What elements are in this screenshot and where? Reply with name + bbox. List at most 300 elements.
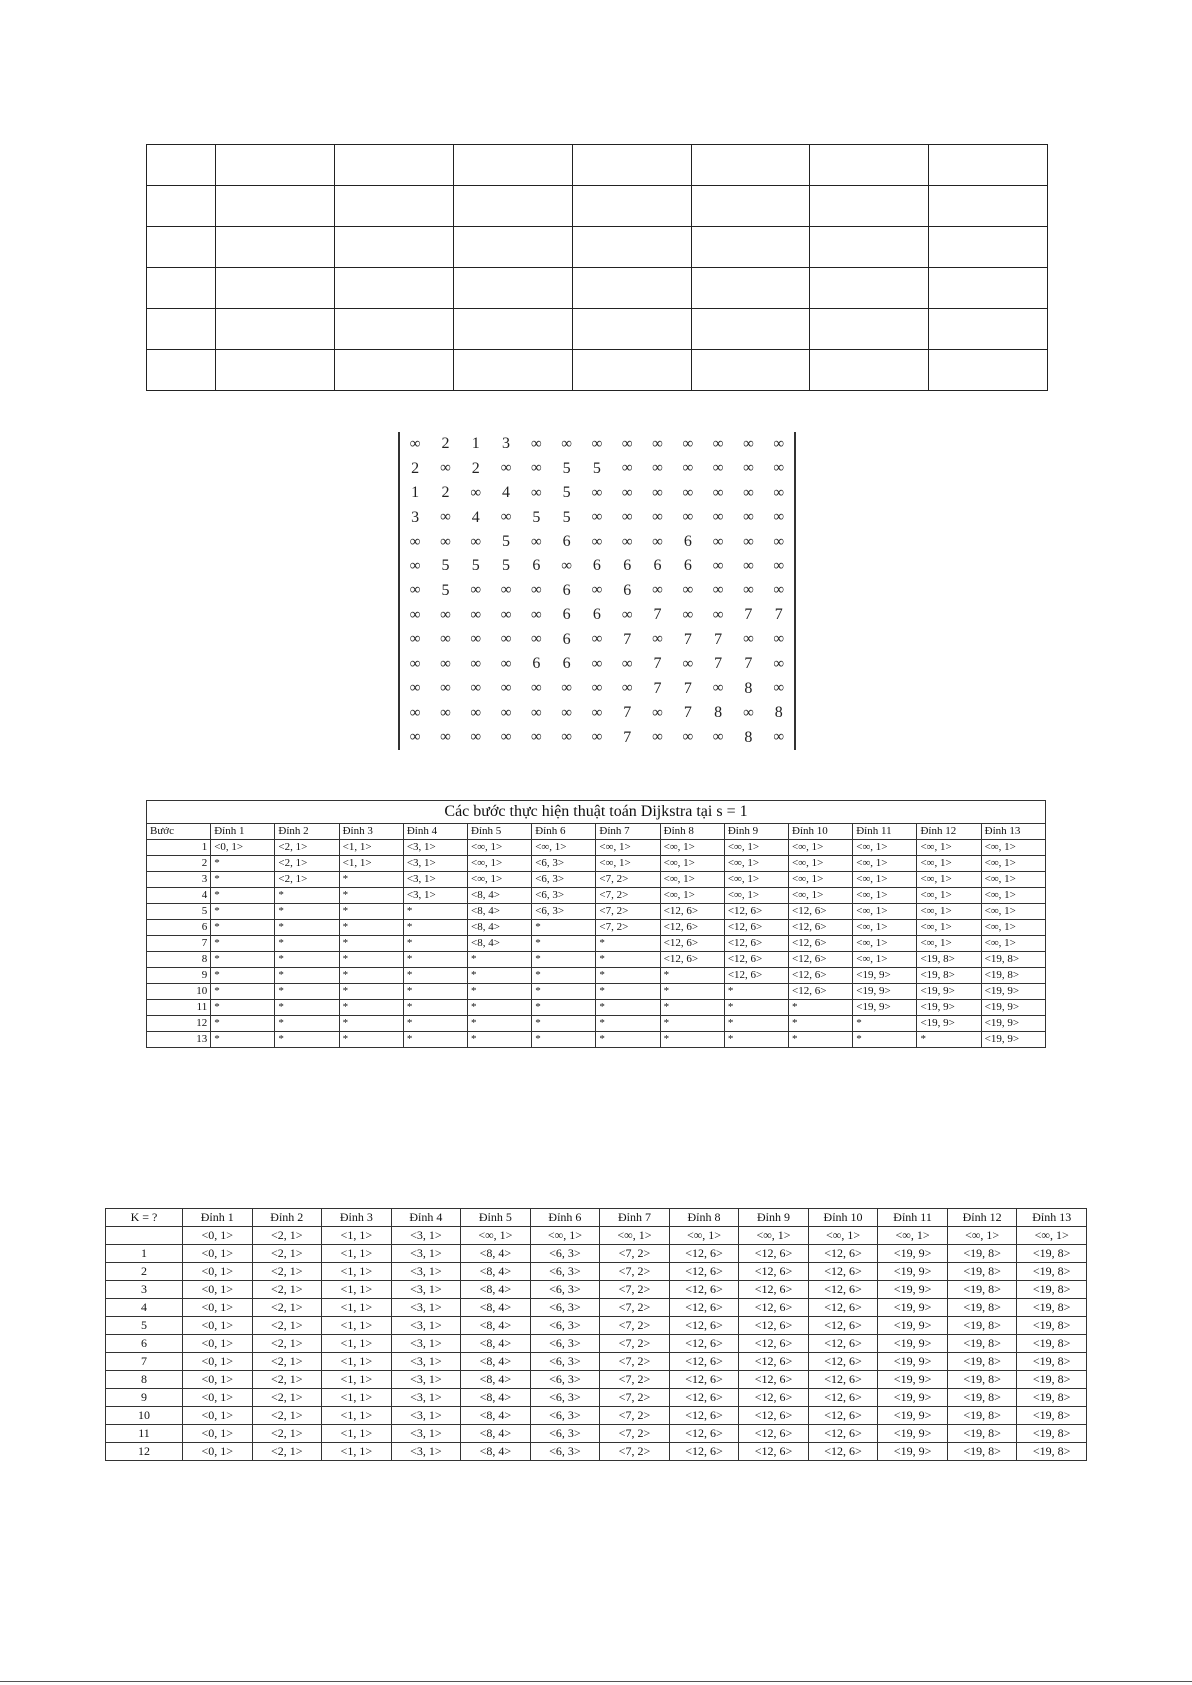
dijkstra-cell: <3, 1> [403, 856, 467, 872]
dijkstra-cell: <∞, 1> [724, 888, 788, 904]
matrix-cell: ∞ [500, 655, 512, 672]
bellman-cell: <19, 8> [1017, 1335, 1087, 1353]
dijkstra-cell: * [403, 984, 467, 1000]
matrix-cell: ∞ [621, 655, 633, 672]
bellman-header-cell: Đỉnh 10 [808, 1209, 878, 1227]
bellman-cell: <7, 2> [600, 1371, 670, 1389]
dijkstra-cell: * [211, 936, 275, 952]
bellman-cell: <2, 1> [252, 1407, 322, 1425]
empty-grid-table [146, 144, 1048, 391]
dijkstra-cell: <19, 9> [917, 1016, 981, 1032]
matrix-cell: ∞ [743, 582, 754, 599]
dijkstra-cell: <∞, 1> [789, 840, 853, 856]
dijkstra-cell: <12, 6> [660, 936, 724, 952]
bellman-k-value: 2 [106, 1263, 183, 1281]
dijkstra-cell: <19, 9> [981, 1000, 1045, 1016]
bellman-cell: <8, 4> [461, 1371, 531, 1389]
bellman-cell: <19, 8> [1017, 1299, 1087, 1317]
matrix-cell: 6 [562, 655, 571, 673]
dijkstra-cell: <∞, 1> [596, 856, 660, 872]
dijkstra-cell: <12, 6> [789, 936, 853, 952]
bellman-cell: <1, 1> [322, 1245, 392, 1263]
dijkstra-cell: <∞, 1> [660, 840, 724, 856]
dijkstra-cell: <∞, 1> [660, 888, 724, 904]
dijkstra-row [147, 936, 1046, 952]
matrix-row [400, 579, 794, 603]
matrix-cell: ∞ [712, 606, 724, 623]
empty-grid-cell [335, 309, 454, 350]
bellman-cell: <12, 6> [808, 1353, 878, 1371]
bellman-cell: <19, 9> [878, 1371, 948, 1389]
bellman-cell: <7, 2> [600, 1443, 670, 1461]
matrix-cell: ∞ [409, 631, 421, 648]
dijkstra-header-cell: Đỉnh 3 [339, 824, 403, 840]
dijkstra-cell: * [532, 968, 596, 984]
matrix-row [400, 652, 794, 676]
matrix-cell: 2 [411, 459, 420, 477]
bellman-header-cell: Đỉnh 13 [1017, 1209, 1087, 1227]
matrix-cell: 8 [744, 679, 753, 697]
bellman-cell: <12, 6> [739, 1407, 809, 1425]
dijkstra-cell: <19, 9> [853, 1000, 917, 1016]
empty-grid-cell [453, 227, 572, 268]
dijkstra-steps-table [146, 800, 1046, 1048]
empty-grid-cell [810, 350, 929, 391]
dijkstra-header-cell: Đỉnh 4 [403, 824, 467, 840]
dijkstra-cell: <∞, 1> [917, 856, 981, 872]
bellman-cell: <2, 1> [252, 1389, 322, 1407]
dijkstra-cell: * [275, 968, 339, 984]
dijkstra-step-number: 3 [147, 872, 211, 888]
matrix-cell: ∞ [712, 557, 724, 574]
dijkstra-cell: <∞, 1> [917, 904, 981, 920]
bellman-cell: <8, 4> [461, 1353, 531, 1371]
bellman-cell: <∞, 1> [1017, 1227, 1087, 1245]
matrix-cell: ∞ [773, 435, 785, 452]
dijkstra-cell: * [339, 888, 403, 904]
bellman-cell: <12, 6> [669, 1407, 739, 1425]
dijkstra-step-number: 4 [147, 888, 211, 904]
dijkstra-step-number: 9 [147, 968, 211, 984]
dijkstra-cell: * [789, 1016, 853, 1032]
dijkstra-row [147, 1032, 1046, 1048]
dijkstra-step-number: 13 [147, 1032, 211, 1048]
matrix-cell: ∞ [470, 655, 482, 672]
empty-grid-row [147, 309, 1048, 350]
matrix-row [400, 628, 794, 652]
bellman-cell: <8, 4> [461, 1389, 531, 1407]
dijkstra-cell: <6, 3> [532, 888, 596, 904]
bellman-header-cell: K = ? [106, 1209, 183, 1227]
matrix-cell: ∞ [621, 680, 633, 697]
bellman-cell: <6, 3> [530, 1389, 600, 1407]
matrix-cell: ∞ [561, 729, 572, 746]
matrix-cell: ∞ [773, 509, 785, 526]
matrix-cell: 5 [502, 557, 511, 575]
bellman-cell: <∞, 1> [878, 1227, 948, 1245]
dijkstra-header-cell: Đỉnh 10 [789, 824, 853, 840]
dijkstra-cell: * [660, 1032, 724, 1048]
weight-matrix [398, 432, 796, 750]
dijkstra-row [147, 952, 1046, 968]
matrix-cell: ∞ [470, 680, 482, 697]
matrix-cell: 2 [471, 459, 480, 477]
dijkstra-cell: <∞, 1> [596, 840, 660, 856]
empty-grid-cell [810, 186, 929, 227]
matrix-cell: ∞ [470, 582, 482, 599]
dijkstra-cell: * [532, 1000, 596, 1016]
bellman-row [106, 1371, 1087, 1389]
empty-grid-cell [810, 268, 929, 309]
dijkstra-cell: <12, 6> [789, 904, 853, 920]
matrix-cell: ∞ [561, 704, 572, 721]
bellman-cell: <0, 1> [183, 1299, 253, 1317]
empty-grid-row [147, 186, 1048, 227]
matrix-cell: ∞ [773, 729, 785, 746]
bellman-cell: <3, 1> [391, 1443, 461, 1461]
bellman-cell: <8, 4> [461, 1443, 531, 1461]
bellman-row [106, 1227, 1087, 1245]
dijkstra-cell: * [532, 936, 596, 952]
bellman-cell: <3, 1> [391, 1245, 461, 1263]
matrix-cell: 7 [653, 606, 662, 624]
matrix-cell: 7 [774, 606, 783, 624]
matrix-cell: ∞ [652, 704, 663, 721]
dijkstra-cell: <∞, 1> [981, 904, 1045, 920]
matrix-cell: ∞ [773, 631, 785, 648]
bellman-cell: <12, 6> [808, 1371, 878, 1389]
dijkstra-cell: * [275, 920, 339, 936]
bellman-cell: <2, 1> [252, 1227, 322, 1245]
dijkstra-cell: <7, 2> [596, 888, 660, 904]
dijkstra-row [147, 904, 1046, 920]
bellman-cell: <12, 6> [739, 1299, 809, 1317]
dijkstra-cell: <12, 6> [789, 920, 853, 936]
matrix-cell: ∞ [743, 704, 754, 721]
dijkstra-cell: <19, 9> [981, 1016, 1045, 1032]
dijkstra-cell: <8, 4> [468, 920, 532, 936]
bellman-cell: <1, 1> [322, 1371, 392, 1389]
empty-grid-row [147, 227, 1048, 268]
bellman-header-cell: Đỉnh 5 [461, 1209, 531, 1227]
weight-matrix-table [400, 432, 794, 750]
bellman-cell: <19, 8> [947, 1371, 1017, 1389]
bellman-cell: <6, 3> [530, 1443, 600, 1461]
dijkstra-cell: * [532, 1032, 596, 1048]
bellman-cell: <1, 1> [322, 1335, 392, 1353]
matrix-cell: 4 [471, 508, 480, 526]
bellman-cell: <1, 1> [322, 1407, 392, 1425]
dijkstra-cell: <∞, 1> [917, 888, 981, 904]
matrix-cell: ∞ [652, 729, 663, 746]
bellman-cell: <19, 9> [878, 1389, 948, 1407]
bellman-ford-table [105, 1208, 1087, 1461]
dijkstra-row [147, 840, 1046, 856]
dijkstra-cell: * [211, 968, 275, 984]
dijkstra-cell: * [724, 1016, 788, 1032]
dijkstra-step-number: 6 [147, 920, 211, 936]
bellman-header-cell: Đỉnh 4 [391, 1209, 461, 1227]
matrix-cell: 7 [653, 655, 662, 673]
matrix-cell: ∞ [440, 533, 451, 550]
matrix-cell: ∞ [591, 484, 603, 501]
empty-grid-cell [147, 350, 216, 391]
bellman-row [106, 1281, 1087, 1299]
bellman-cell: <0, 1> [183, 1281, 253, 1299]
bellman-cell: <12, 6> [669, 1245, 739, 1263]
dijkstra-cell: <∞, 1> [853, 840, 917, 856]
bellman-cell: <3, 1> [391, 1335, 461, 1353]
dijkstra-header-cell: Đỉnh 5 [468, 824, 532, 840]
bellman-cell: <6, 3> [530, 1263, 600, 1281]
bellman-cell: <3, 1> [391, 1371, 461, 1389]
matrix-cell: ∞ [470, 484, 482, 501]
dijkstra-cell: <7, 2> [596, 872, 660, 888]
bellman-cell: <12, 6> [739, 1281, 809, 1299]
empty-grid-cell [929, 350, 1048, 391]
dijkstra-cell: <∞, 1> [981, 936, 1045, 952]
matrix-cell: ∞ [440, 704, 451, 721]
matrix-cell: ∞ [591, 680, 603, 697]
matrix-cell: 6 [623, 557, 632, 575]
bellman-cell: <19, 8> [1017, 1317, 1087, 1335]
dijkstra-cell: * [211, 1032, 275, 1048]
dijkstra-row [147, 888, 1046, 904]
bellman-cell: <12, 6> [739, 1425, 809, 1443]
dijkstra-cell: <6, 3> [532, 904, 596, 920]
empty-grid-cell [572, 268, 691, 309]
bellman-cell: <2, 1> [252, 1425, 322, 1443]
matrix-cell: 5 [562, 459, 571, 477]
bellman-cell: <6, 3> [530, 1353, 600, 1371]
matrix-cell: ∞ [500, 704, 512, 721]
bellman-cell: <6, 3> [530, 1407, 600, 1425]
bellman-cell: <2, 1> [252, 1281, 322, 1299]
matrix-cell: ∞ [591, 704, 603, 721]
bellman-cell: <19, 8> [1017, 1353, 1087, 1371]
bellman-row [106, 1389, 1087, 1407]
matrix-cell: ∞ [561, 435, 572, 452]
bellman-cell: <19, 8> [947, 1281, 1017, 1299]
bellman-cell: <19, 9> [878, 1443, 948, 1461]
matrix-cell: 4 [502, 484, 511, 502]
matrix-cell: ∞ [773, 680, 785, 697]
bellman-header-cell: Đỉnh 1 [183, 1209, 253, 1227]
dijkstra-header-cell: Đỉnh 6 [532, 824, 596, 840]
bellman-cell: <12, 6> [739, 1371, 809, 1389]
matrix-cell: 7 [683, 704, 692, 722]
dijkstra-cell: <3, 1> [403, 872, 467, 888]
matrix-cell: ∞ [561, 557, 572, 574]
dijkstra-cell: * [468, 968, 532, 984]
dijkstra-cell: * [211, 984, 275, 1000]
bellman-header-row [106, 1209, 1087, 1227]
dijkstra-cell: * [468, 1000, 532, 1016]
matrix-row [400, 701, 794, 725]
dijkstra-cell: * [339, 920, 403, 936]
dijkstra-cell: * [211, 1000, 275, 1016]
dijkstra-row [147, 984, 1046, 1000]
empty-grid-cell [929, 309, 1048, 350]
bellman-cell: <12, 6> [808, 1389, 878, 1407]
bellman-row [106, 1335, 1087, 1353]
matrix-cell: ∞ [409, 606, 421, 623]
bellman-cell: <0, 1> [183, 1389, 253, 1407]
dijkstra-cell: * [211, 920, 275, 936]
bellman-cell: <12, 6> [739, 1263, 809, 1281]
matrix-cell: 6 [623, 581, 632, 599]
matrix-cell: ∞ [773, 582, 785, 599]
matrix-cell: ∞ [773, 655, 785, 672]
dijkstra-cell: * [403, 920, 467, 936]
bellman-cell: <∞, 1> [808, 1227, 878, 1245]
bellman-cell: <6, 3> [530, 1335, 600, 1353]
dijkstra-cell: * [789, 1032, 853, 1048]
empty-grid-cell [216, 350, 335, 391]
bellman-cell: <3, 1> [391, 1299, 461, 1317]
matrix-cell: 3 [502, 435, 511, 453]
dijkstra-cell: <∞, 1> [917, 840, 981, 856]
bellman-cell: <19, 8> [1017, 1407, 1087, 1425]
matrix-cell: 6 [683, 557, 692, 575]
dijkstra-cell: <∞, 1> [660, 872, 724, 888]
dijkstra-cell: * [275, 1032, 339, 1048]
bellman-cell: <12, 6> [808, 1443, 878, 1461]
empty-grid-cell [929, 227, 1048, 268]
bellman-cell: <1, 1> [322, 1443, 392, 1461]
bellman-cell: <12, 6> [669, 1389, 739, 1407]
matrix-cell: ∞ [682, 460, 694, 477]
bellman-cell: <∞, 1> [600, 1227, 670, 1245]
matrix-cell: ∞ [409, 704, 421, 721]
bellman-cell: <2, 1> [252, 1317, 322, 1335]
matrix-cell: 6 [562, 630, 571, 648]
dijkstra-cell: * [211, 904, 275, 920]
empty-grid-cell [216, 268, 335, 309]
matrix-cell: ∞ [773, 533, 785, 550]
bellman-cell: <3, 1> [391, 1407, 461, 1425]
bellman-cell: <3, 1> [391, 1425, 461, 1443]
bellman-cell: <19, 8> [947, 1299, 1017, 1317]
dijkstra-cell: * [339, 1016, 403, 1032]
matrix-cell: ∞ [409, 533, 421, 550]
dijkstra-cell: <∞, 1> [853, 952, 917, 968]
matrix-cell: ∞ [500, 460, 512, 477]
dijkstra-cell: <2, 1> [275, 856, 339, 872]
empty-grid-cell [691, 186, 810, 227]
dijkstra-cell: * [724, 984, 788, 1000]
dijkstra-cell: * [724, 1032, 788, 1048]
dijkstra-cell: <∞, 1> [917, 872, 981, 888]
bellman-k-value: 8 [106, 1371, 183, 1389]
bellman-cell: <12, 6> [808, 1281, 878, 1299]
bellman-cell: <6, 3> [530, 1371, 600, 1389]
matrix-cell: ∞ [530, 435, 542, 452]
bellman-cell: <3, 1> [391, 1353, 461, 1371]
matrix-cell: 6 [683, 533, 692, 551]
dijkstra-cell: <12, 6> [789, 952, 853, 968]
dijkstra-cell: * [403, 1032, 467, 1048]
matrix-cell: ∞ [682, 729, 694, 746]
dijkstra-header-cell: Đỉnh 12 [917, 824, 981, 840]
bellman-k-value: 10 [106, 1407, 183, 1425]
bellman-cell: <2, 1> [252, 1353, 322, 1371]
empty-grid-cell [335, 186, 454, 227]
bellman-cell: <19, 8> [947, 1335, 1017, 1353]
matrix-cell: ∞ [530, 680, 542, 697]
matrix-cell: 7 [714, 655, 723, 673]
dijkstra-cell: * [339, 904, 403, 920]
dijkstra-cell: * [532, 920, 596, 936]
bellman-cell: <1, 1> [322, 1317, 392, 1335]
matrix-cell: ∞ [621, 435, 633, 452]
matrix-cell: ∞ [743, 557, 754, 574]
matrix-cell: ∞ [712, 435, 724, 452]
bellman-cell: <12, 6> [669, 1353, 739, 1371]
empty-grid-cell [216, 227, 335, 268]
dijkstra-cell: * [596, 984, 660, 1000]
dijkstra-cell: <8, 4> [468, 888, 532, 904]
dijkstra-cell: * [596, 952, 660, 968]
matrix-row [400, 677, 794, 701]
matrix-cell: ∞ [621, 606, 633, 623]
bellman-cell: <19, 9> [878, 1317, 948, 1335]
bellman-row [106, 1299, 1087, 1317]
matrix-cell: 5 [441, 557, 450, 575]
matrix-cell: ∞ [712, 509, 724, 526]
empty-grid-cell [335, 350, 454, 391]
bellman-cell: <19, 8> [1017, 1281, 1087, 1299]
dijkstra-cell: <∞, 1> [789, 888, 853, 904]
dijkstra-cell: * [339, 1032, 403, 1048]
dijkstra-cell: <∞, 1> [724, 856, 788, 872]
dijkstra-cell: * [596, 1016, 660, 1032]
bellman-cell: <19, 8> [1017, 1389, 1087, 1407]
matrix-cell: 6 [532, 557, 541, 575]
bellman-cell: <1, 1> [322, 1281, 392, 1299]
bellman-cell: <1, 1> [322, 1353, 392, 1371]
dijkstra-cell: * [853, 1032, 917, 1048]
matrix-cell: ∞ [712, 533, 724, 550]
bellman-cell: <19, 8> [947, 1263, 1017, 1281]
bellman-header-cell: Đỉnh 3 [322, 1209, 392, 1227]
matrix-cell: 3 [411, 508, 420, 526]
matrix-cell: 1 [411, 484, 420, 502]
bellman-cell: <12, 6> [739, 1335, 809, 1353]
dijkstra-cell: * [275, 952, 339, 968]
matrix-cell: ∞ [621, 484, 633, 501]
bellman-cell: <8, 4> [461, 1281, 531, 1299]
matrix-cell: 7 [744, 606, 753, 624]
bellman-cell: <0, 1> [183, 1335, 253, 1353]
bellman-cell: <19, 9> [878, 1299, 948, 1317]
dijkstra-step-number: 7 [147, 936, 211, 952]
matrix-cell: ∞ [652, 435, 663, 452]
matrix-cell: ∞ [652, 631, 663, 648]
dijkstra-cell: <19, 9> [853, 968, 917, 984]
dijkstra-cell: * [339, 872, 403, 888]
bellman-cell: <12, 6> [669, 1371, 739, 1389]
matrix-cell: ∞ [409, 582, 421, 599]
bellman-cell: <19, 9> [878, 1407, 948, 1425]
dijkstra-cell: * [339, 952, 403, 968]
bellman-cell: <7, 2> [600, 1425, 670, 1443]
bellman-row [106, 1425, 1087, 1443]
bellman-cell: <0, 1> [183, 1425, 253, 1443]
footer-rule [0, 1681, 1192, 1682]
dijkstra-cell: * [403, 952, 467, 968]
empty-grid-cell [810, 227, 929, 268]
